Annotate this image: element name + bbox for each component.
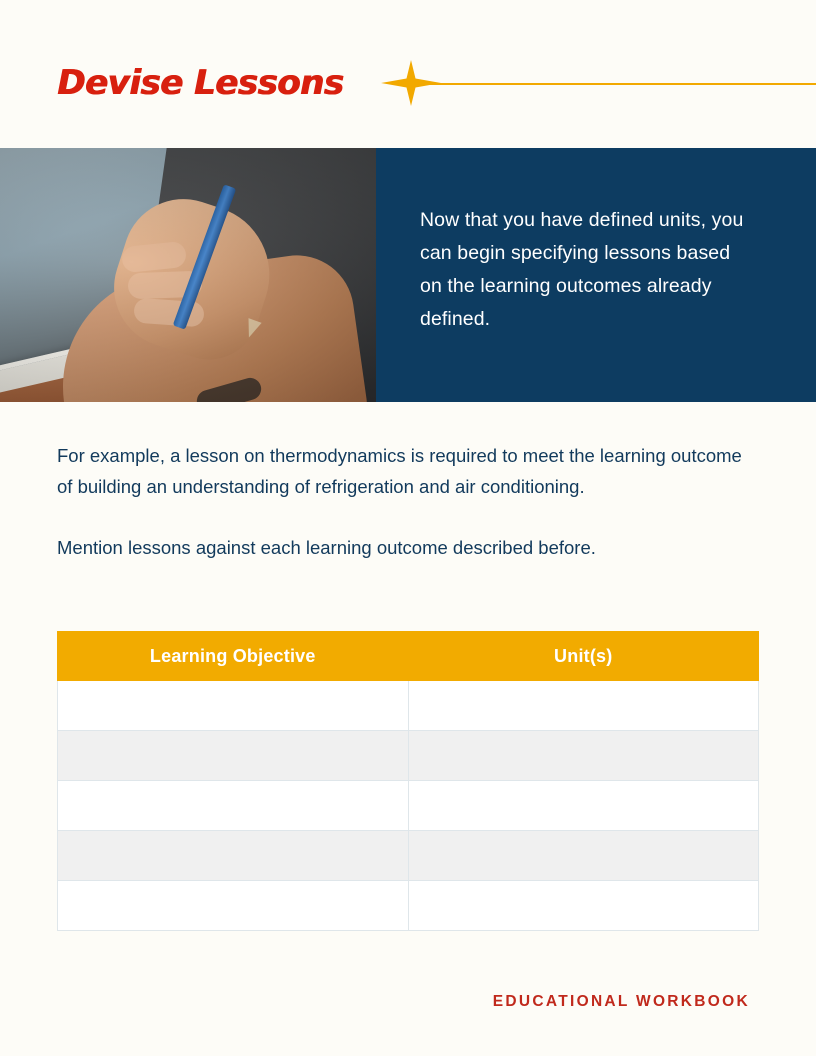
cell-learning-objective[interactable] (58, 781, 409, 831)
hero-text-panel (376, 148, 816, 402)
table-row (58, 881, 759, 931)
page-title: Devise Lessons (57, 63, 344, 103)
hero-photo (0, 148, 376, 402)
header-divider (381, 63, 816, 103)
table-body (58, 681, 759, 931)
table-header-row (58, 632, 759, 681)
page-header (0, 52, 816, 114)
column-header-units: Unit(s) (408, 632, 759, 681)
table-head (58, 632, 759, 681)
cell-units[interactable] (408, 731, 759, 781)
cell-learning-objective[interactable] (58, 831, 409, 881)
body-paragraph-2: Mention lessons against each learning outcome described before. (57, 537, 596, 558)
cell-learning-objective[interactable] (58, 681, 409, 731)
table-row (58, 831, 759, 881)
body-paragraph-1: For example, a lesson on thermodynamics is required to meet the learning outcome of building an understanding of refrigeration and air conditioning. (57, 445, 742, 497)
lessons-table-wrapper (57, 631, 759, 931)
cell-units[interactable] (408, 681, 759, 731)
hero-band (0, 148, 816, 402)
cell-units[interactable] (408, 831, 759, 881)
star-icon (381, 60, 441, 106)
cell-learning-objective[interactable] (58, 731, 409, 781)
header-rule-line (409, 83, 816, 85)
body-copy (57, 440, 747, 563)
hero-paragraph: Now that you have defined units, you can begin specifying lessons based on the learning outcomes already defined. (420, 209, 744, 330)
table-row (58, 781, 759, 831)
table-row (58, 731, 759, 781)
cell-learning-objective[interactable] (58, 881, 409, 931)
lessons-table (57, 631, 759, 931)
cell-units[interactable] (408, 781, 759, 831)
table-row (58, 681, 759, 731)
column-header-learning-objective: Learning Objective (58, 632, 409, 681)
cell-units[interactable] (408, 881, 759, 931)
footer-label: EDUCATIONAL WORKBOOK (492, 993, 750, 1010)
